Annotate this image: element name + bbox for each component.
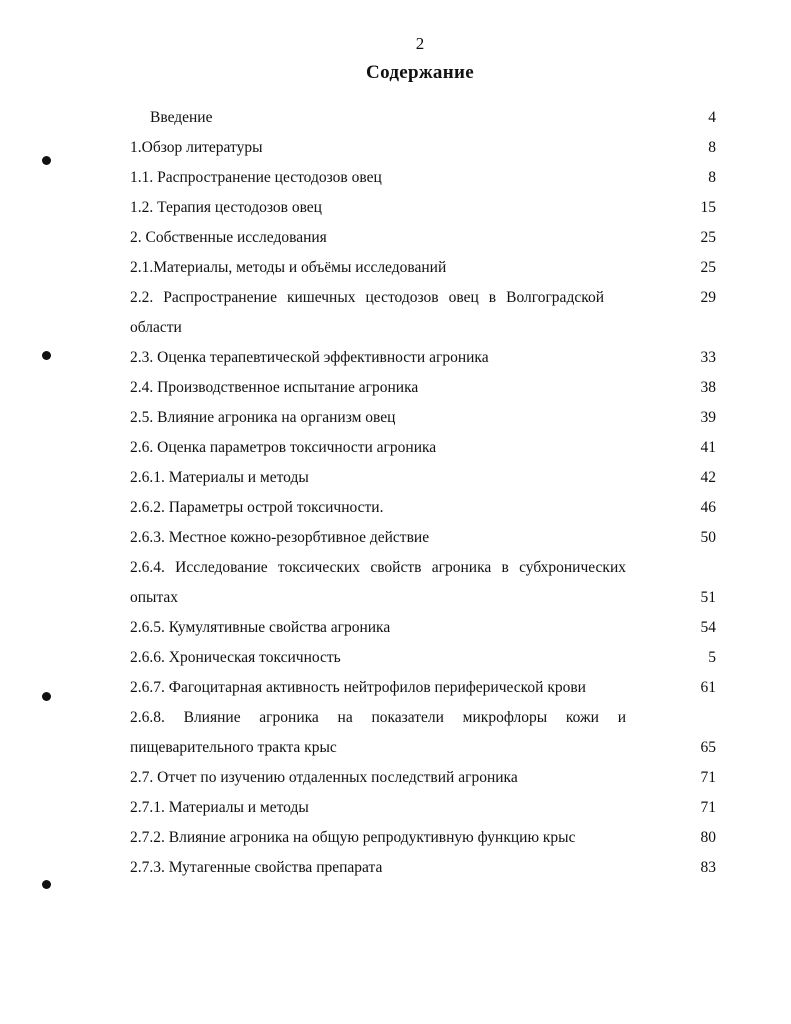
toc-entry-page: 71: [700, 799, 716, 816]
bullet-mark: [42, 692, 51, 701]
toc-entry: [130, 703, 716, 763]
toc-entry: [130, 763, 716, 793]
toc-entry-title: 2.6.8. Влияние агроника на показатели микрофлоры кожи и пищеварительного тракта крыс: [130, 709, 626, 756]
toc-entry: [130, 673, 716, 703]
toc-entry: [130, 643, 716, 673]
toc-entry: [130, 613, 716, 643]
toc-entry-title: 2.6.7. Фагоцитарная активность нейтрофилов периферической крови: [130, 679, 586, 696]
toc-entry-page: 33: [700, 349, 716, 366]
toc-entry-page: 71: [700, 769, 716, 786]
toc-entry-page: 46: [700, 499, 716, 516]
bullet-mark: [42, 156, 51, 165]
toc-entry: [130, 403, 716, 433]
toc-entry-title: 2.3. Оценка терапевтической эффективности агроника: [130, 349, 489, 366]
toc-entry: [130, 553, 716, 613]
toc-entry-page: 83: [700, 859, 716, 876]
toc-entry: [130, 223, 716, 253]
toc-entry: [130, 463, 716, 493]
toc-entry-page: 8: [708, 139, 716, 156]
toc-entry-page: 5: [708, 649, 716, 666]
toc-entry: [130, 163, 716, 193]
toc-entry: [130, 853, 716, 883]
toc-entry-title: 2.6.4. Исследование токсических свойств агроника в субхронических опытах: [130, 559, 626, 606]
toc-entry-title: 2.6.2. Параметры острой токсичности.: [130, 499, 384, 516]
toc-entry-title: 2.6.6. Хроническая токсичность: [130, 649, 341, 666]
toc-entry-page: 42: [700, 469, 716, 486]
toc-entry: [130, 493, 716, 523]
toc-entry-title: 2.2. Распространение кишечных цестодозов овец в Волгоградской области: [130, 289, 604, 336]
toc-entry: [130, 433, 716, 463]
toc-entry-title: 2.7.2. Влияние агроника на общую репродуктивную функцию крыс: [130, 829, 576, 846]
toc-entry-page: 54: [700, 619, 716, 636]
toc-entry-page: 50: [700, 529, 716, 546]
toc-entry-title: 2.6. Оценка параметров токсичности агроника: [130, 439, 437, 456]
toc-entry-title: 2.5. Влияние агроника на организм овец: [130, 409, 396, 426]
bullet-mark: [42, 351, 51, 360]
toc-entry-title: 1.Обзор литературы: [130, 139, 263, 156]
toc-entry-page: 41: [700, 439, 716, 456]
toc-entry-page: 39: [700, 409, 716, 426]
toc-entry: [130, 343, 716, 373]
toc-entry-page: 4: [708, 109, 716, 126]
toc-entry-title: 1.2. Терапия цестодозов овец: [130, 199, 322, 216]
bullet-mark: [42, 880, 51, 889]
toc-entry-page: 15: [700, 199, 716, 216]
toc-entry-page: 25: [700, 259, 716, 276]
toc-entry-page: 61: [700, 679, 716, 696]
toc-entry-title: 2.7. Отчет по изучению отдаленных последствий агроника: [130, 769, 518, 786]
toc-entry-title: 2.7.1. Материалы и методы: [130, 799, 309, 816]
table-of-contents: [130, 103, 716, 883]
toc-entry-page: 51: [700, 589, 716, 606]
toc-entry-title: 1.1. Распространение цестодозов овец: [130, 169, 382, 186]
toc-entry-page: 29: [700, 289, 716, 306]
toc-entry: [130, 793, 716, 823]
toc-entry-title: 2.6.5. Кумулятивные свойства агроника: [130, 619, 391, 636]
toc-entry: [130, 523, 716, 553]
toc-entry-title: 2. Собственные исследования: [130, 229, 327, 246]
toc-entry: [130, 133, 716, 163]
toc-entry-title: 2.6.1. Материалы и методы: [130, 469, 309, 486]
page-title: Содержание: [366, 62, 474, 83]
toc-entry-title: 2.6.3. Местное кожно-резорбтивное действие: [130, 529, 430, 546]
toc-entry-title: 2.7.3. Мутагенные свойства препарата: [130, 859, 383, 876]
toc-entry-page: 80: [700, 829, 716, 846]
toc-entry: [130, 823, 716, 853]
toc-entry-title: 2.4. Производственное испытание агроника: [130, 379, 419, 396]
toc-entry: [130, 193, 716, 223]
toc-entry-title: 2.1.Материалы, методы и объёмы исследований: [130, 259, 447, 276]
toc-entry: [130, 283, 716, 343]
page-number: 2: [415, 34, 425, 53]
toc-entry-page: 8: [708, 169, 716, 186]
toc-entry-page: 38: [700, 379, 716, 396]
toc-entry-page: 65: [700, 739, 716, 756]
toc-entry: [130, 103, 716, 133]
toc-entry: [130, 253, 716, 283]
toc-entry-title: Введение: [150, 109, 213, 126]
toc-entry-page: 25: [700, 229, 716, 246]
toc-entry: [130, 373, 716, 403]
